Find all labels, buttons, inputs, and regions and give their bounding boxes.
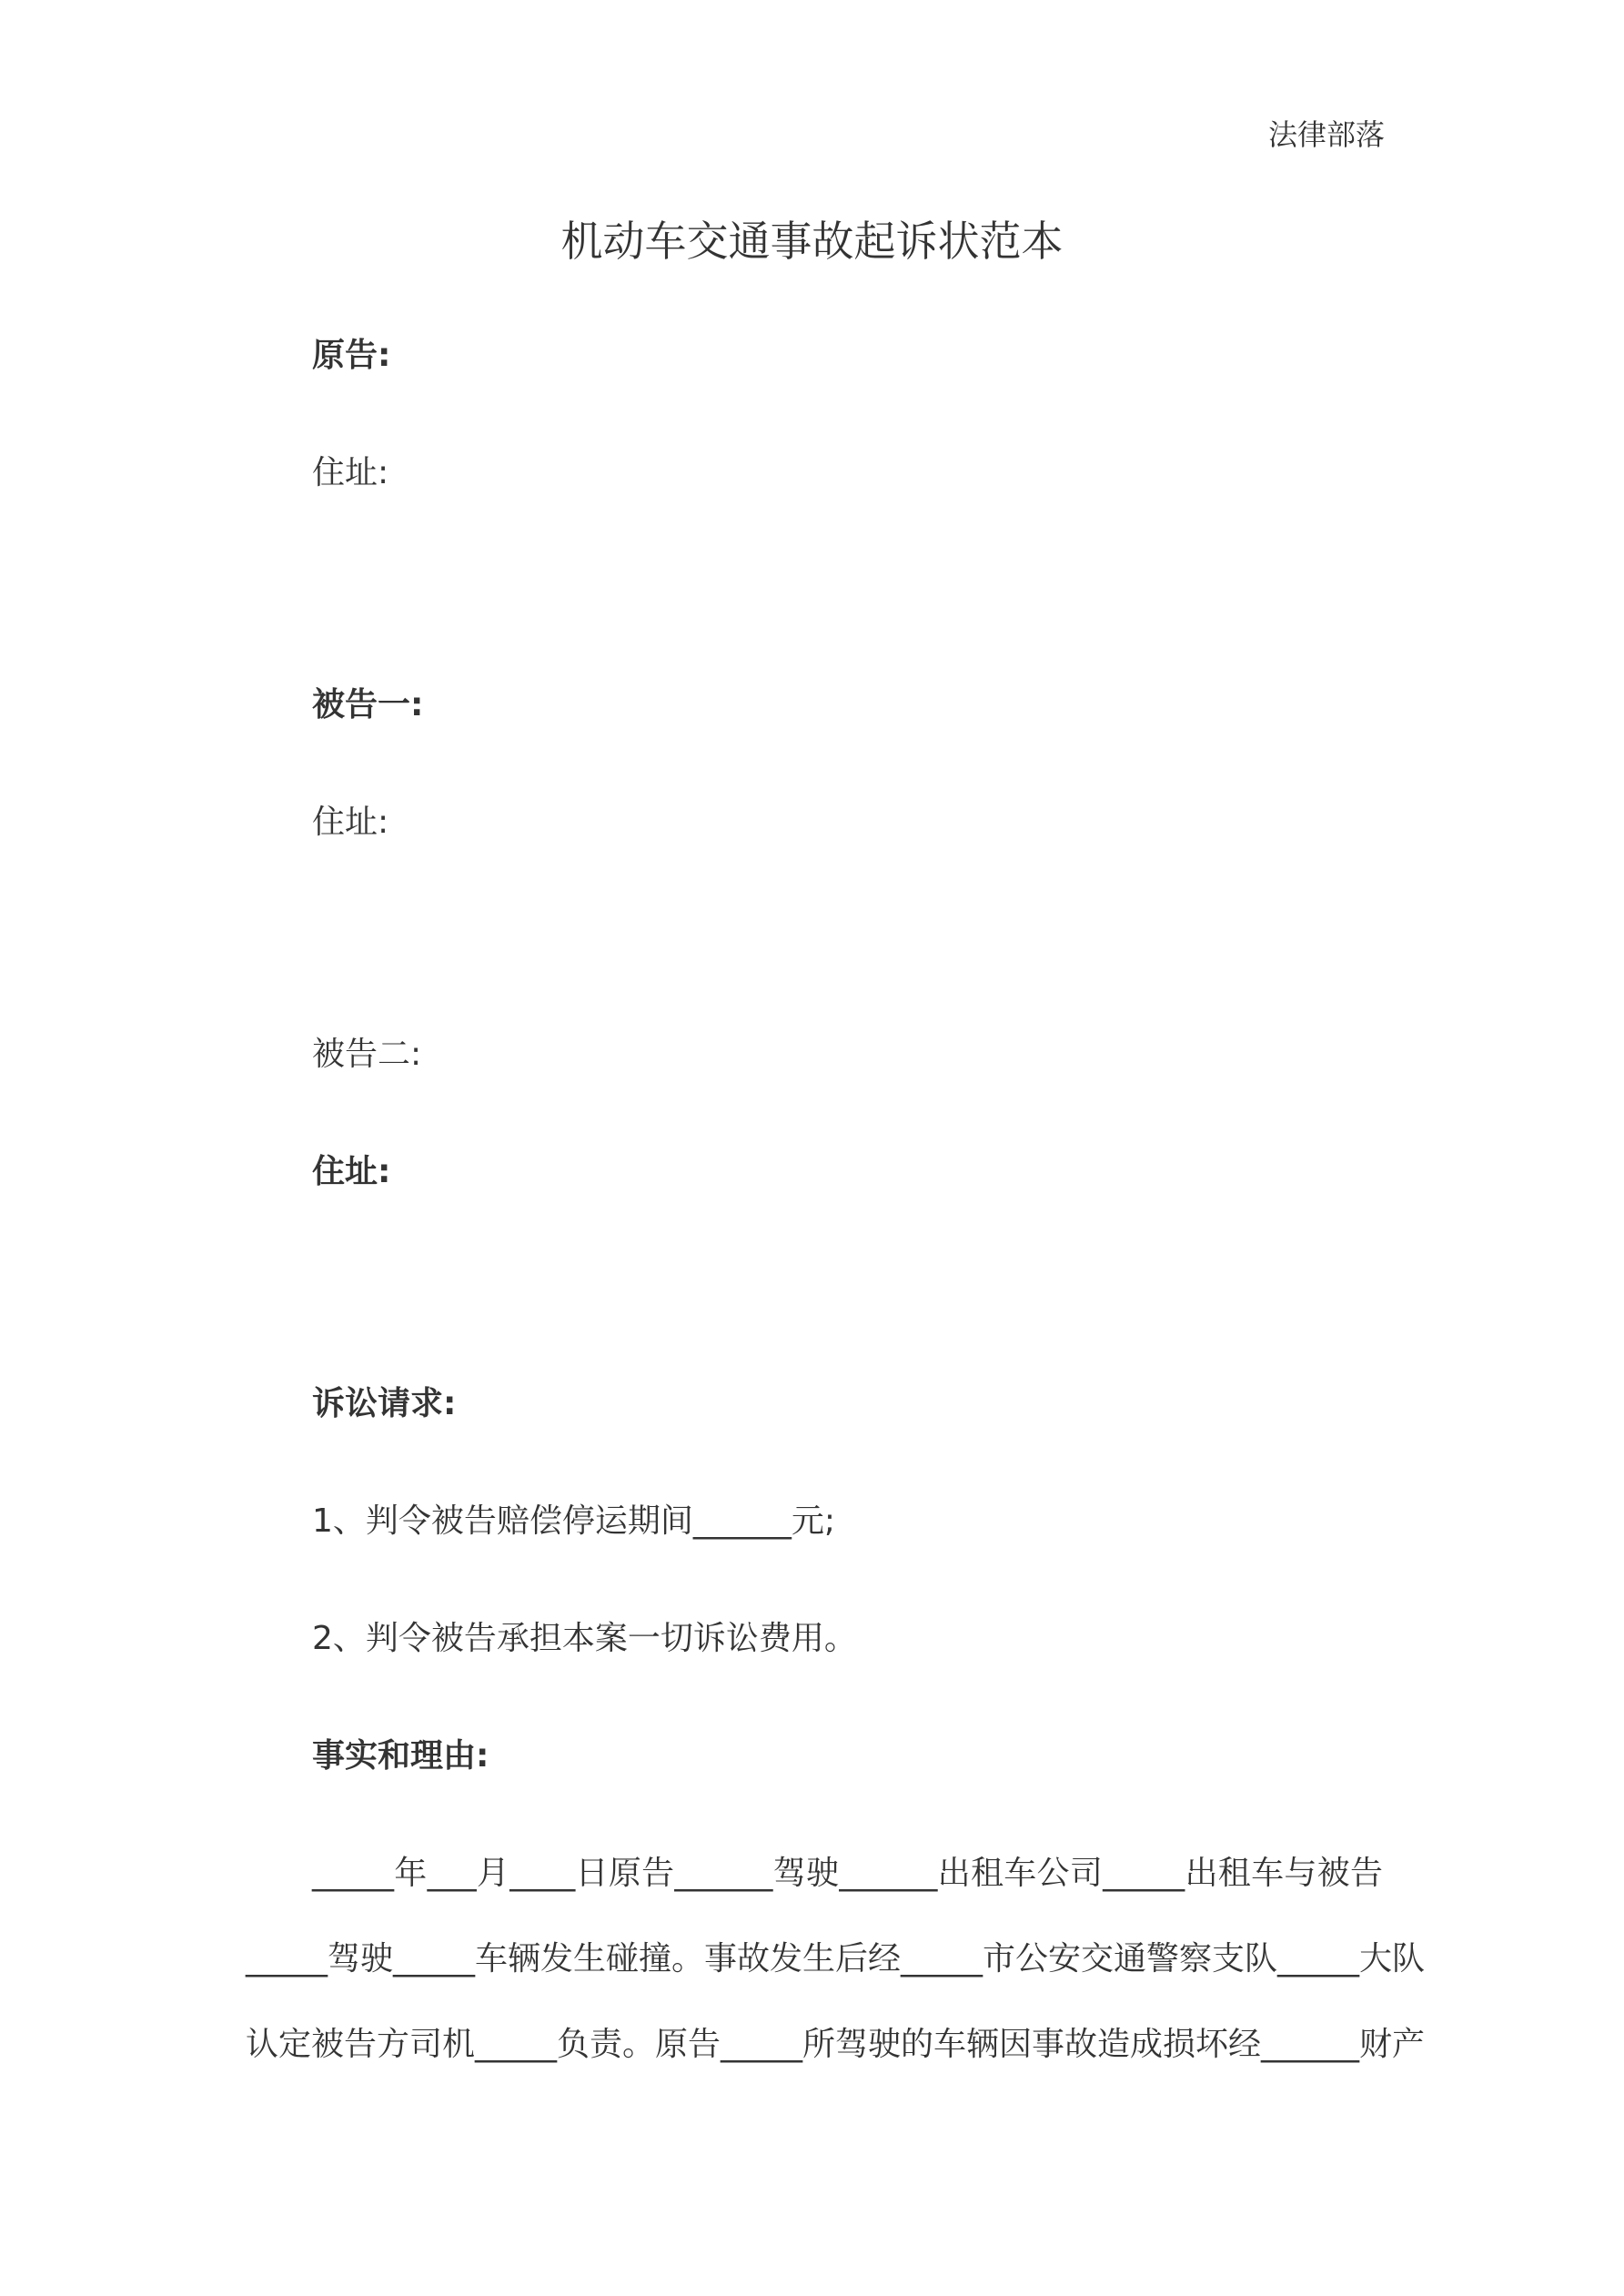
- defendant2-address-label: 住址:: [312, 1153, 391, 1190]
- source-label: 法律部落: [1267, 117, 1385, 152]
- defendant1-label: 被告一:: [312, 686, 424, 723]
- defendant1-address-label: 住址:: [312, 804, 389, 841]
- facts-line-1: _____年___月____日原告______驾驶______出租车公司_____出租车与被告: [312, 1855, 1383, 1892]
- claim-item-2: 2、判令被告承担本案一切诉讼费用。: [312, 1620, 857, 1657]
- claims-heading: 诉讼请求:: [312, 1385, 457, 1422]
- defendant2-label: 被告二:: [312, 1036, 422, 1073]
- facts-line-3: 认定被告方司机_____负责。原告_____所驾驶的车辆因事故造成损坏经______财产: [246, 2026, 1426, 2063]
- facts-heading: 事实和理由:: [312, 1737, 489, 1775]
- claim-item-1: 1、判令被告赔偿停运期间______元;: [312, 1502, 836, 1540]
- plaintiff-address-label: 住址:: [312, 454, 389, 491]
- document-title: 机动车交通事故起诉状范本: [560, 217, 1064, 266]
- facts-line-2: _____驾驶_____车辆发生碰撞。事故发生后经_____市公安交通警察支队_____大队: [246, 1940, 1426, 1977]
- plaintiff-label: 原告:: [312, 337, 391, 374]
